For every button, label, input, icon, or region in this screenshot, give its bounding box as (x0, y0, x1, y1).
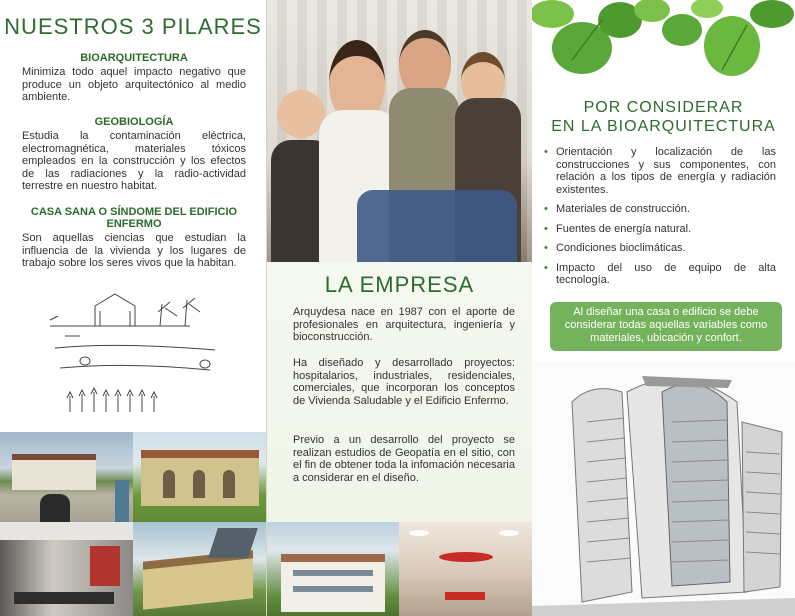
bullet-icon: • (544, 242, 548, 254)
considerar-list (544, 146, 776, 294)
list-item (544, 146, 776, 196)
bullet-icon: • (544, 203, 548, 215)
photo-hospital (0, 432, 133, 522)
pilares-title: NUESTROS 3 PILARES (4, 14, 262, 39)
list-item-text: Condiciones bioclimáticas. (556, 242, 686, 254)
leaves-decoration (532, 0, 795, 90)
empresa-panel (266, 0, 533, 616)
pilares-panel (0, 0, 266, 616)
list-item-text: Fuentes de energía natural. (556, 222, 692, 235)
section-bioarquitectura (22, 52, 246, 104)
section-text: Estudia la contaminación eléctrica, electromagnética, materiales tóxicos empleados en la construcción y los efectos de las radiaciones y la radio-actividad terrestre en nuestro habitat. (22, 130, 246, 192)
list-item (544, 242, 776, 255)
bullet-icon: • (544, 261, 548, 274)
section-heading: CASA SANA O SÍNDOME DEL EDIFICIO ENFERMO (30, 206, 238, 230)
empresa-paragraph: Ha diseñado y desarrollado proyectos: hospitalarios, industriales, residenciales, comerciales, que incorporan los conceptos de Vivienda Saludable y el Edificio Enfermo. (293, 357, 515, 407)
design-callout: Al diseñar una casa o edificio se debe considerar todas aquellas variables como materiales, ubicación y confort. (550, 302, 782, 351)
geobiology-sketch (40, 286, 230, 421)
considerar-title-line: POR CONSIDERAR (583, 99, 744, 116)
empresa-paragraph: Arquydesa nace en 1987 con el aporte de profesionales en arquitectura, ingeniería y bioconstrucción. (293, 306, 515, 343)
empresa-paragraph: Previo a un desarrollo del proyecto se realizan estudios de Geopatía en el sitio, con el fin de obtener toda la infomación necesaria a considerar en el diseño. (293, 434, 515, 484)
bullet-icon: • (544, 146, 548, 158)
considerar-title-line: EN LA BIOARQUITECTURA (551, 118, 776, 135)
photo-residence (133, 432, 266, 522)
photo-townhouses (133, 522, 266, 616)
section-text: Son aquellas ciencias que estudian la influencia de la vivienda y los lugares de trabajo sobre los seres vivos que la habitan. (22, 232, 246, 269)
section-casa-sana (22, 206, 246, 270)
section-heading: GEOBIOLOGÍA (94, 116, 174, 128)
photo-villa (267, 522, 399, 616)
section-text: Minimiza todo aquel impacto negativo que produce un objeto arquitectónico al medio ambiente. (22, 66, 246, 103)
list-item-text: Orientación y localización de las construcciones y sus componentes, con relación a los tipos de energía y radiación existentes. (556, 146, 776, 196)
section-heading: BIOARQUITECTURA (80, 52, 188, 64)
photo-lobby (399, 522, 532, 616)
bullet-icon: • (544, 222, 548, 235)
building-render (532, 362, 795, 616)
list-item (544, 203, 776, 216)
photo-family (267, 0, 532, 262)
considerar-title (532, 98, 795, 136)
considerar-panel (532, 0, 795, 616)
list-item (544, 262, 776, 287)
list-item-text: Materiales de construcción. (556, 203, 690, 215)
section-geobiologia (22, 116, 246, 193)
list-item-text: Impacto del uso de equipo de alta tecnología. (556, 261, 776, 286)
photo-interior (0, 522, 133, 616)
list-item (544, 223, 776, 236)
empresa-title: LA EMPRESA (324, 272, 475, 297)
